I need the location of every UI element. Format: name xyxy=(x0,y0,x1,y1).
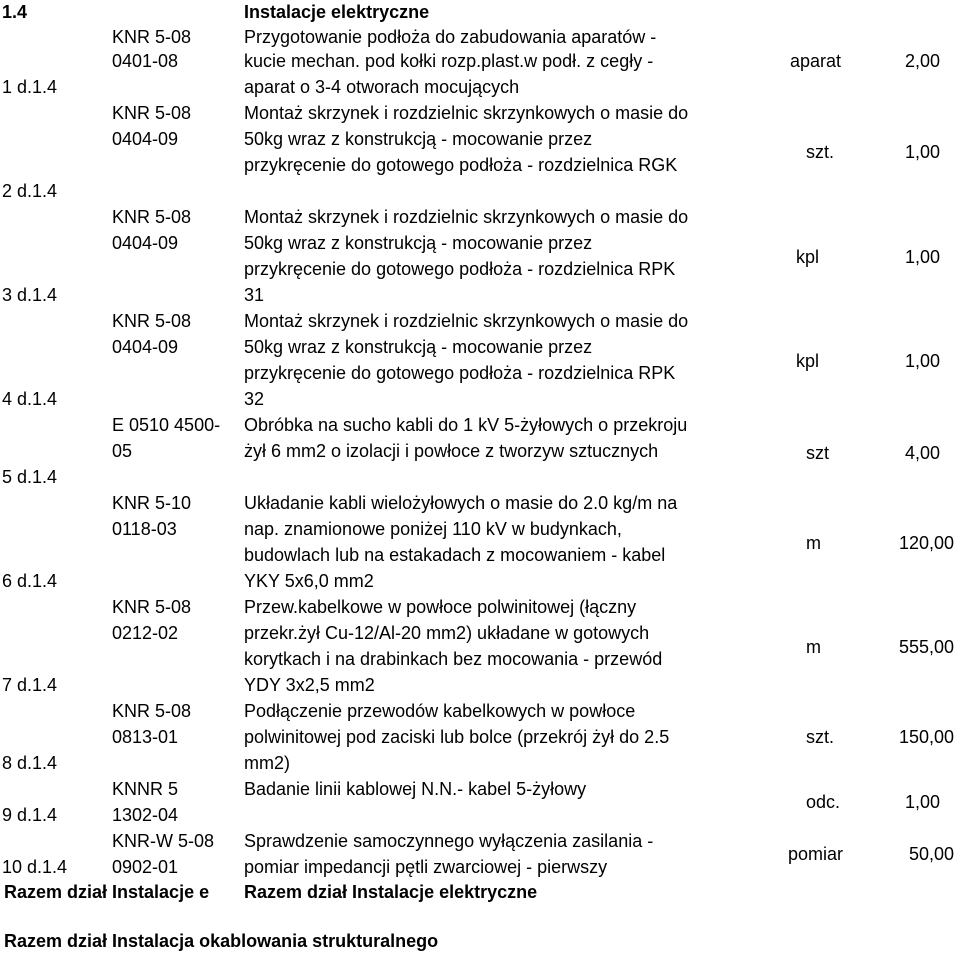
row-desc: 31 xyxy=(244,285,265,305)
row-code: KNR 5-08 xyxy=(112,311,192,331)
row-desc: nap. znamionowe poniżej 110 kV w budynkach, xyxy=(244,519,622,539)
row-number: 3 d.1.4 xyxy=(2,285,58,305)
row-code: 1302-04 xyxy=(112,805,179,825)
section-number: 1.4 xyxy=(2,2,28,22)
row-code: 0813-01 xyxy=(112,727,179,747)
row-qty: 555,00 xyxy=(898,637,954,657)
row-desc: przykręcenie do gotowego podłoża - rozdzielnica RPK xyxy=(244,259,676,279)
row-code: KNR 5-08 xyxy=(112,597,192,617)
row-desc: Montaż skrzynek i rozdzielnic skrzynkowych o masie do xyxy=(244,311,689,331)
row-code: KNR 5-08 xyxy=(112,701,192,721)
pre-row-qty: 2,00 xyxy=(904,51,940,71)
row-code: 0404-09 xyxy=(112,233,179,253)
row-code: KNR 5-10 xyxy=(112,493,192,513)
row-desc: 32 xyxy=(244,389,265,409)
row-qty: 1,00 xyxy=(904,351,940,371)
pre-row-desc-2: kucie mechan. pod kołki rozp.plast.w podł. z cegły - xyxy=(244,51,654,71)
row-desc: Montaż skrzynek i rozdzielnic skrzynkowych o masie do xyxy=(244,103,689,123)
row-number: 7 d.1.4 xyxy=(2,675,58,695)
row-code: 0404-09 xyxy=(112,337,179,357)
row-desc: Montaż skrzynek i rozdzielnic skrzynkowych o masie do xyxy=(244,207,689,227)
row-unit: m xyxy=(806,637,821,657)
row-unit: szt. xyxy=(806,727,835,747)
row-code: KNR 5-08 xyxy=(112,103,192,123)
row-code: KNR 5-08 xyxy=(112,207,192,227)
row-qty: 4,00 xyxy=(904,443,940,463)
row-unit: m xyxy=(806,533,821,553)
row-qty: 150,00 xyxy=(898,727,954,747)
row-desc: przykręcenie do gotowego podłoża - rozdzielnica RPK xyxy=(244,363,676,383)
row-desc: Sprawdzenie samoczynnego wyłączenia zasilania - xyxy=(244,831,654,851)
pre-row-desc-1: Przygotowanie podłoża do zabudowania aparatów - xyxy=(244,27,657,47)
row-code: 0902-01 xyxy=(112,857,179,877)
pre-row-desc-3: aparat o 3-4 otworach mocujących xyxy=(244,77,520,97)
row-desc: Podłączenie przewodów kabelkowych w powłoce xyxy=(244,701,636,721)
row-number: 4 d.1.4 xyxy=(2,389,58,409)
row-unit: szt. xyxy=(806,142,835,162)
row-desc: przykręcenie do gotowego podłoża - rozdzielnica RGK xyxy=(244,155,678,175)
row-desc: Obróbka na sucho kabli do 1 kV 5-żyłowych o przekroju xyxy=(244,415,688,435)
row-desc: mm2) xyxy=(244,753,290,773)
row-desc: 50kg wraz z konstrukcją - mocowanie przez xyxy=(244,129,593,149)
section-title: Instalacje elektryczne xyxy=(244,2,430,22)
section-total-left: Razem dział Instalacje e xyxy=(4,882,210,902)
row-unit: szt xyxy=(806,443,830,463)
row-unit: kpl xyxy=(796,351,820,371)
row-qty: 1,00 xyxy=(904,792,940,812)
row-desc: 50kg wraz z konstrukcją - mocowanie przez xyxy=(244,337,593,357)
row-desc: przekr.żył Cu-12/Al-20 mm2) układane w gotowych xyxy=(244,623,650,643)
row-desc: Układanie kabli wielożyłowych o masie do 2.0 kg/m na xyxy=(244,493,678,513)
row-code: 05 xyxy=(112,441,133,461)
row-desc: korytkach i na drabinkach bez mocowania - przewód xyxy=(244,649,663,669)
row-desc: budowlach lub na estakadach z mocowaniem - kabel xyxy=(244,545,666,565)
row-number: 5 d.1.4 xyxy=(2,467,58,487)
row-unit: pomiar xyxy=(788,844,844,864)
row-qty: 120,00 xyxy=(898,533,954,553)
row-desc: pomiar impedancji pętli zwarciowej - pierwszy xyxy=(244,857,608,877)
row-number: 8 d.1.4 xyxy=(2,753,58,773)
row-code: 0212-02 xyxy=(112,623,179,643)
row-number: 1 d.1.4 xyxy=(2,77,58,97)
row-unit: odc. xyxy=(806,792,841,812)
row-qty: 1,00 xyxy=(904,247,940,267)
pre-row-unit: aparat xyxy=(790,51,842,71)
row-number: 10 d.1.4 xyxy=(2,857,68,877)
row-desc: Badanie linii kablowej N.N.- kabel 5-żyłowy xyxy=(244,779,587,799)
row-code: E 0510 4500- xyxy=(112,415,221,435)
row-code: 0404-09 xyxy=(112,129,179,149)
row-qty: 1,00 xyxy=(904,142,940,162)
row-desc: żył 6 mm2 o izolacji i powłoce z tworzyw sztucznych xyxy=(244,441,659,461)
next-section-total: Razem dział Instalacja okablowania strukturalnego xyxy=(4,931,439,951)
pre-row-code-2: 0401-08 xyxy=(112,51,179,71)
row-number: 6 d.1.4 xyxy=(2,571,58,591)
row-number: 2 d.1.4 xyxy=(2,181,58,201)
row-desc: 50kg wraz z konstrukcją - mocowanie przez xyxy=(244,233,593,253)
row-qty: 50,00 xyxy=(908,844,954,864)
row-code: 0118-03 xyxy=(112,519,177,539)
row-code: KNR-W 5-08 xyxy=(112,831,215,851)
row-code: KNNR 5 xyxy=(112,779,179,799)
row-desc: YKY 5x6,0 mm2 xyxy=(244,571,374,591)
section-total-right: Razem dział Instalacje elektryczne xyxy=(244,882,538,902)
row-desc: Przew.kabelkowe w powłoce polwinitowej (łączny xyxy=(244,597,637,617)
row-desc: YDY 3x2,5 mm2 xyxy=(244,675,375,695)
row-unit: kpl xyxy=(796,247,820,267)
row-desc: polwinitowej pod zaciski lub bolce (przekrój żył do 2.5 xyxy=(244,727,670,747)
row-number: 9 d.1.4 xyxy=(2,805,58,825)
pre-row-code-1: KNR 5-08 xyxy=(112,27,192,47)
